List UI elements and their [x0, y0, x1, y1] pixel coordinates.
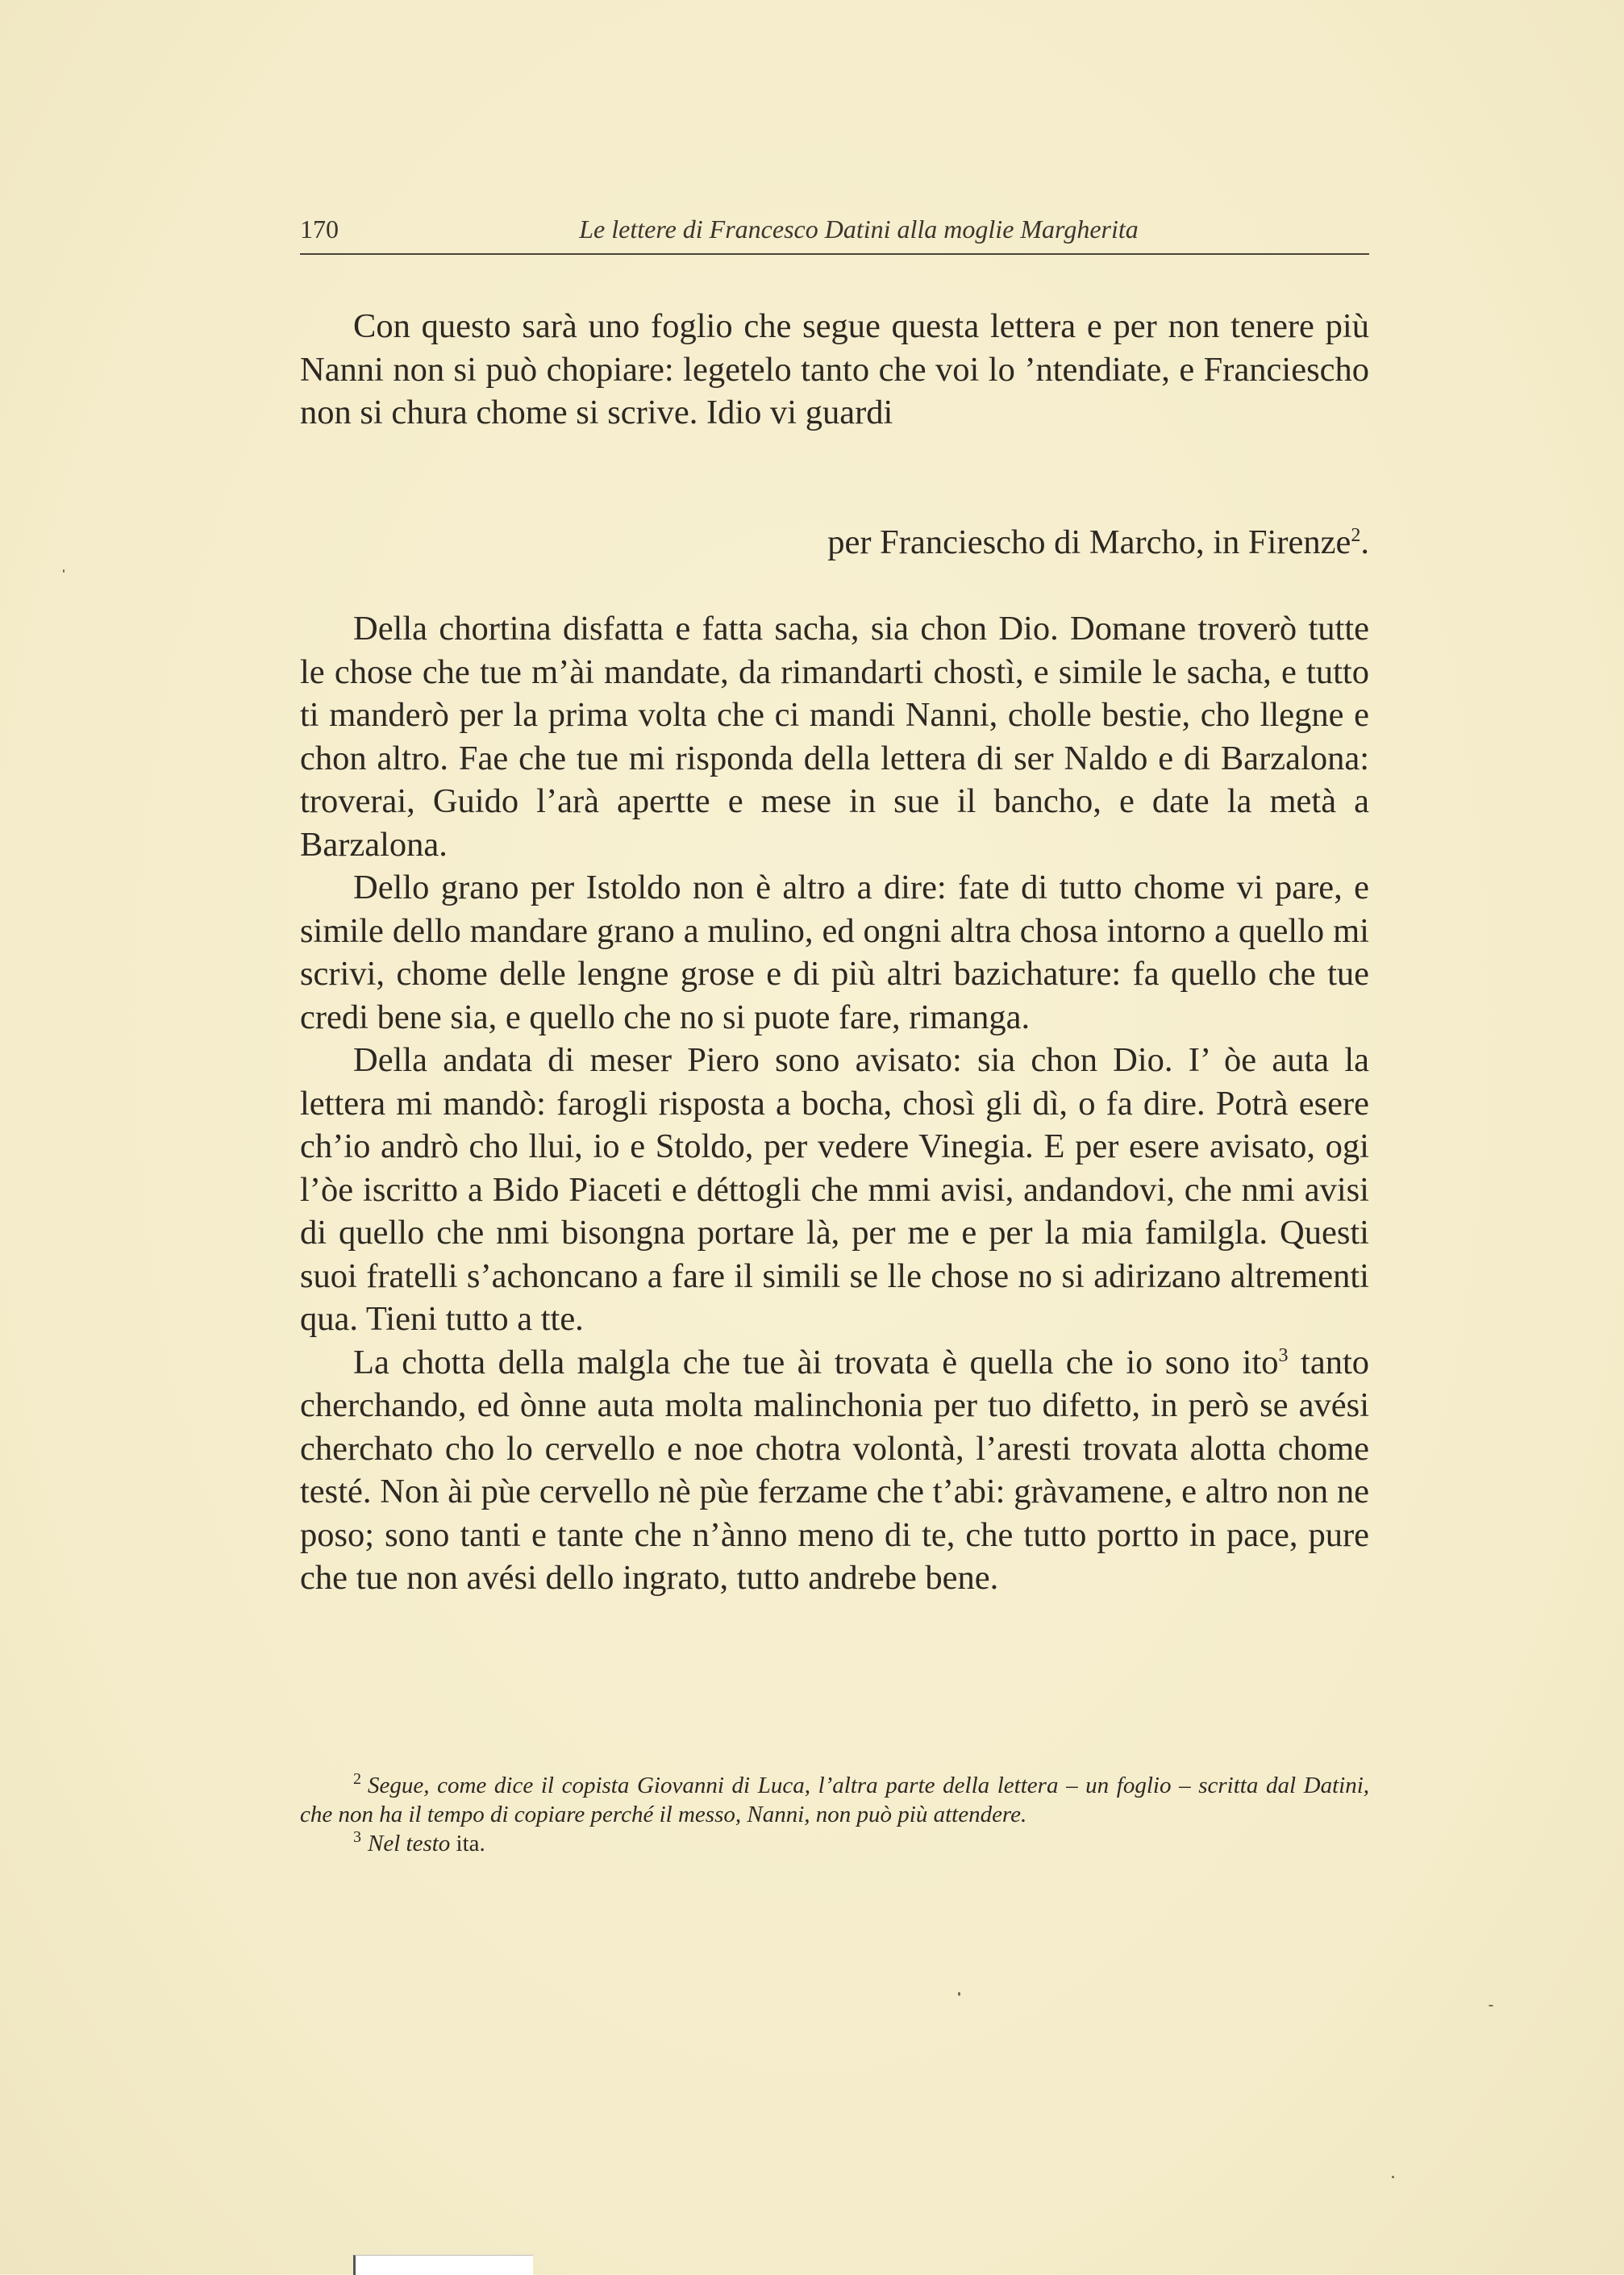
footnote-3: [300, 1829, 1369, 1858]
paper-speck: [63, 569, 65, 573]
paragraph-5-end: tanto cherchando, ed ònne auta molta malinchonia per tuo difetto, in però se avési cherchato cho lo cervello e noe chotra volontà, l’aresti trovata alotta chome testé. Non ài pùe cervello nè pùe ferzame che t’abi: gràvamene, e altro non ne poso; sono tanti e tante che n’ànno meno di te, che tutto portto in pace, pure che tue non avési dello ingrato, tutto andrebe bene.: [300, 1343, 1370, 1597]
footnote-2: [300, 1771, 1369, 1829]
scan-edge-tab: [353, 2255, 533, 2275]
letter-body: [300, 305, 1369, 1600]
paragraph-5: [300, 1341, 1369, 1600]
footnote-ref-3: 3: [1278, 1344, 1289, 1366]
paper-speck: [1392, 2176, 1394, 2178]
footnote-text: Segue, come dice il copista Giovanni di Luca, l’altra parte della lettera – un foglio – scritta dal Datini, che non ha il tempo di copiare perché il messo, Nanni, non può più attendere.: [300, 1773, 1369, 1827]
running-head: [300, 215, 1369, 250]
footnote-ref-2: 2: [1351, 524, 1361, 546]
footnote-number: 2: [353, 1770, 361, 1789]
signature-line: per Franciescho di Marcho, in Firenze$^2$.: [827, 523, 1369, 561]
paper-speck: [1489, 2005, 1493, 2006]
footnote-number: 3: [353, 1828, 361, 1847]
page-number: 170: [300, 215, 339, 244]
paragraph-5-start: La chotta della malgla che tue ài trovata è quella che io sono ito: [353, 1343, 1279, 1381]
footnote-text-italic: Nel testo: [368, 1831, 451, 1856]
signature-text: per Franciescho di Marcho, in Firenze: [827, 523, 1351, 561]
footnote-text-roman: ita.: [456, 1831, 485, 1856]
paragraph-4: Della andata di meser Piero sono avisato: sia chon Dio. I’ òe auta la lettera mi mandò: farogli risposta a bocha, chosì gli dì, o fa dire. Potrà esere ch’io andrò cho llui, io e Stoldo, per vedere Vinegia. E per esere avisato, ogi l’òe iscritto a Bido Piaceti e déttogli che mmi avisi, andandovi, che nmi avisi di quello che nmi bisongna portare là, per me e per la mia familgla. Questi suoi fratelli s’achoncano a fare il simili se lle chose no si adirizano altrementi qua. Tieni tutto a tte.: [300, 1041, 1369, 1338]
paragraph-2: Della chortina disfatta e fatta sacha, sia chon Dio. Domane troverò tutte le chose che tue m’ài mandate, da rimandarti chostì, e simile le sacha, e tutto ti manderò per la prima volta che ci mandi Nanni, cholle bestie, cho llegne e chon altro. Fae che tue mi risponda della lettera di ser Naldo e di Barzalona: troverai, Guido l’arà apertte e mese in sue il bancho, e date la metà a Barzalona.: [300, 610, 1369, 864]
paragraph-1: Con questo sarà uno foglio che segue questa lettera e per non tenere più Nanni non si può chopiare: legetelo tanto che voi lo ’ntendiate, e Franciescho non si chura chome si scrive. Idio vi guardi: [300, 307, 1369, 431]
footnotes: [300, 1771, 1369, 1858]
paper-speck: [958, 1992, 960, 1996]
paragraph-3: Dello grano per Istoldo non è altro a dire: fate di tutto chome vi pare, e simile dello mandare grano a mulino, ed ongni altra chosa intorno a quello mi scrivi, chome delle lengne grose e di più altri bazichature: fa quello che tue credi bene sia, e quello che no si puote fare, rimanga.: [300, 869, 1369, 1036]
running-title: Le lettere di Francesco Datini alla moglie Margherita: [579, 215, 1139, 244]
header-rule: [300, 253, 1369, 255]
